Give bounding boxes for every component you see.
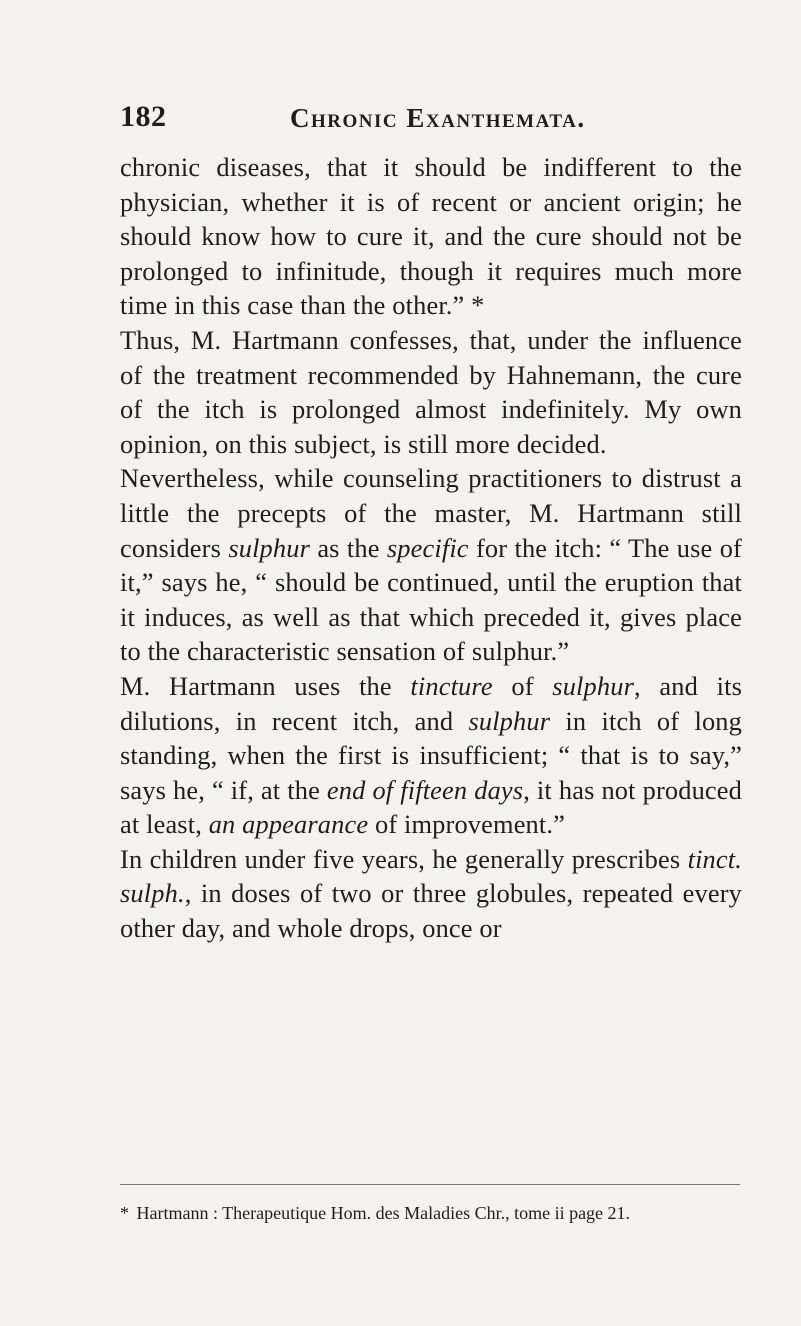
running-head [120, 100, 740, 144]
paragraph-3 [120, 461, 742, 669]
text-run: Nevertheless, while counseling practitioners to distrust a little the precepts of the master, M. Hartmann still considers [120, 463, 742, 563]
body-text [120, 150, 742, 946]
paragraph-4 [120, 669, 742, 842]
text-run: as the [310, 532, 387, 563]
text-run: of improvement.” [368, 809, 565, 840]
italic-term: sulphur [468, 705, 551, 736]
italic-term: end of fifteen days [326, 774, 524, 805]
paragraph-1: chronic diseases, that it should be indifferent to the physician, whether it is of recent or ancient origin; he should know how to cure it, and the cure should not be prolonged to infinitude, though it requires much more time in this case than the other.” * [120, 152, 742, 321]
footnote-divider [120, 1184, 740, 1185]
chapter-title: Chronic Exanthemata. [290, 103, 586, 133]
italic-term: tinct. sulph. [120, 843, 742, 909]
text-run: M. Hartmann uses the [120, 670, 411, 701]
page-number: 182 [120, 100, 167, 133]
italic-term: specific [386, 532, 469, 563]
text-run: , in doses of two or three globules, repeated every other day, and whole drops, once or [120, 878, 742, 944]
text-run: in itch of long standing, when the first is insufficient; “ that is to say,” says he, “ if, at the [120, 705, 742, 805]
text-run: In children under five years, he generally prescribes [120, 843, 688, 874]
italic-term: sulphur [552, 670, 635, 701]
text-run: of [492, 670, 553, 701]
text-run: , it has not produced at least, [120, 774, 742, 840]
footnote [120, 1200, 740, 1226]
footnote-text: Hartmann : Therapeutique Hom. des Maladies Chr., tome ii page 21. [136, 1203, 631, 1223]
footnote-marker: * [120, 1203, 129, 1223]
italic-term: an appearance [208, 809, 369, 840]
text-run: for the itch: “ The use of it,” says he, “ should be continued, until the eruption that it induces, as well as that which preceded it, gives place to the characteristic sensation of sulphur.” [120, 532, 742, 667]
italic-term: sulphur [228, 532, 311, 563]
paragraph-5 [120, 842, 742, 946]
text-run: , and its dilutions, in recent itch, and [120, 670, 742, 736]
italic-term: tincture [410, 670, 493, 701]
paragraph-2: Thus, M. Hartmann confesses, that, under the influence of the treatment recommended by Hahnemann, the cure of the itch is prolonged almost indefinitely. My own opinion, on this subject, is still more decided. [120, 324, 742, 459]
